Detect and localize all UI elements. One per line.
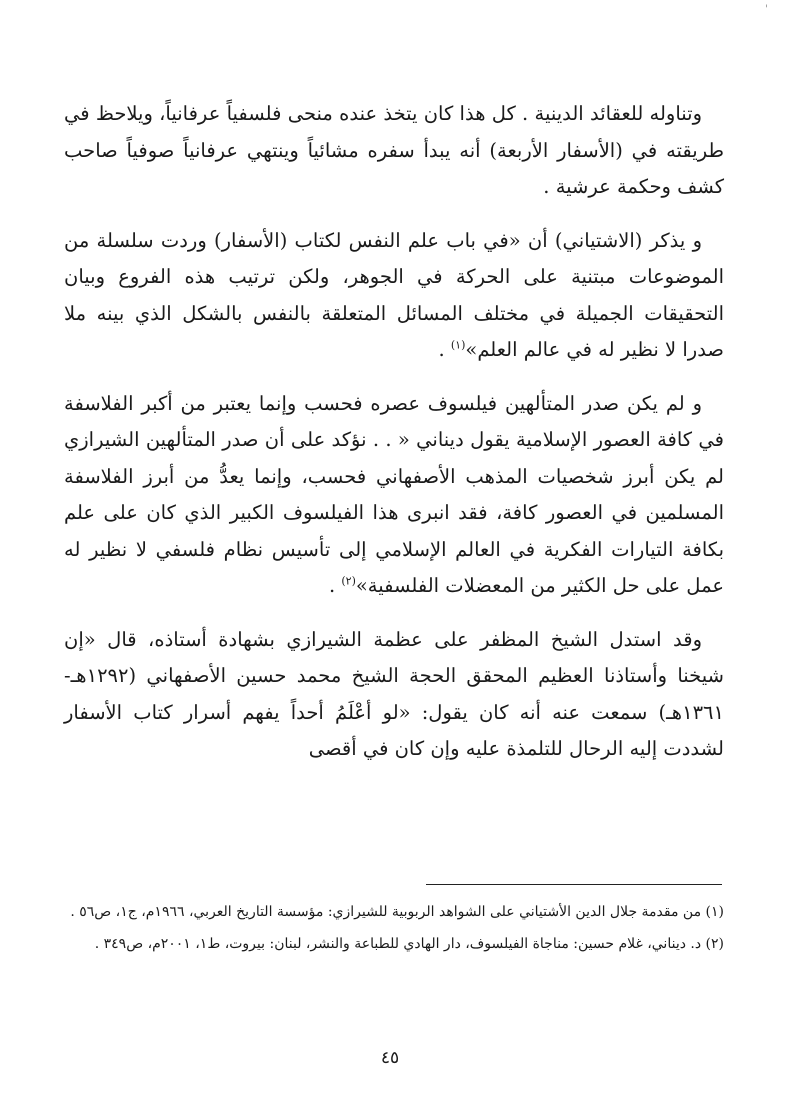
paragraph-text: وقد استدل الشيخ المظفر على عظمة الشيرازي بشهادة أستاذه، قال «إن شيخنا وأستاذنا العظيم المحقق الحجة الشيخ محمد حسين الأصفهاني (١٢٩٢هـ- ١٣٦١هـ) سمعت عنه أنه كان يقول: «لو أعْلَمُ أحداً يفهم أسرار كتاب الأسفار لشددت إليه الرحال للتلمذة عليه وإن كان في أقصى bbox=[64, 627, 724, 760]
footnote: (١) من مقدمة جلال الدين الأشتياني على الشواهد الربوبية للشيرازي: مؤسسة التاريخ العربي، ١٩٦٦م، ج١، ص٥٦ . bbox=[70, 904, 724, 920]
main-text bbox=[64, 96, 724, 785]
footnote-divider bbox=[426, 884, 722, 885]
paragraph-text: و يذكر (الاشتياني) أن «في باب علم النفس لكتاب (الأسفار) وردت سلسلة من الموضوعات مبتنية على الحركة في الجوهر، ولكن ترتيب هذه الفروع وبيان التحقيقات الجميلة في مختلف المسائل المتعلقة بالنفس بالشكل الذي بينه ملا صدرا لا نظير له في عالم العلم» bbox=[64, 228, 724, 361]
paragraph bbox=[64, 622, 724, 768]
paragraph-text: وتناوله للعقائد الدينية . كل هذا كان يتخذ عنده منحى فلسفياً عرفانياً، ويلاحظ في طريقته في (الأسفار الأربعة) أنه يبدأ سفره مشائياً وينتهي عرفانياً صوفياً صاحب كشف وحكمة عرشية . bbox=[64, 102, 724, 198]
page-number: ٤٥ bbox=[380, 1048, 400, 1068]
footnote-reference: (١) bbox=[450, 338, 466, 352]
paragraph-tail: . bbox=[328, 574, 342, 597]
paragraph-tail: . bbox=[438, 338, 451, 361]
paragraph bbox=[64, 223, 724, 369]
footnotes bbox=[64, 898, 724, 962]
corner-mark: ' bbox=[765, 4, 768, 15]
footnote-reference: (٢) bbox=[341, 574, 356, 588]
paragraph-text: و لم يكن صدر المتألهين فيلسوف عصره فحسب وإنما يعتبر من أكبر الفلاسفة في كافة العصور الإسلامية يقول ديناني « . . نؤكد على أن صدر المتألهين الشيرازي لم يكن أبرز شخصيات المذهب الأصفهاني فحسب، وإنما يعدُّ من أبرز الفلاسفة المسلمين في العصور كافة، فقد انبرى هذا الفيلسوف الكبير الذي كان على علم بكافة التيارات الفكرية في العالم الإسلامي إلى تأسيس نظام فلسفي لا نظير له عمل على حل الكثير من المعضلات الفلسفية» bbox=[64, 391, 724, 597]
footnote: (٢) د. ديناني، غلام حسين: مناجاة الفيلسوف، دار الهادي للطباعة والنشر، لبنان: بيروت، ط١، ٢٠٠١م، ص٣٤٩ . bbox=[94, 936, 724, 952]
paragraph bbox=[64, 96, 724, 206]
paragraph bbox=[64, 386, 724, 605]
